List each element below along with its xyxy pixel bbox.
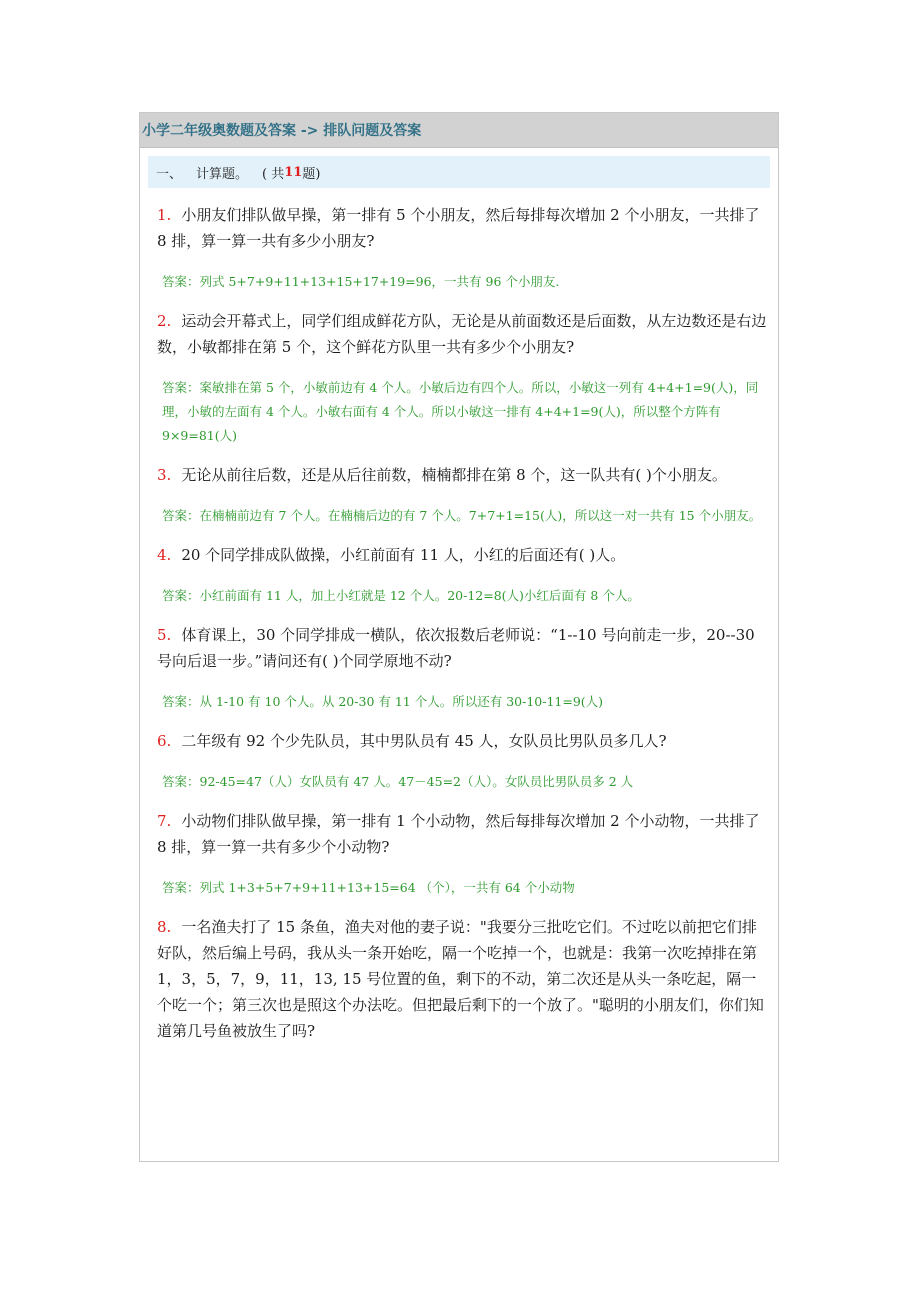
question-item: [157, 308, 768, 360]
question-number: 8.: [157, 918, 172, 936]
question-item: [157, 462, 768, 488]
question-text: 运动会开幕式上，同学们组成鲜花方队，无论是从前面数还是后面数，从左边数还是右边数，小敏都排在第 5 个，这个鲜花方队里一共有多少个小朋友?: [157, 312, 767, 356]
question-text: 一名渔夫打了 15 条鱼，渔夫对他的妻子说："我要分三批吃它们。不过吃以前把它们排好队，然后编上号码，我从头一条开始吃，隔一个吃掉一个，也就是：我第一次吃掉排在第 1，3，5，7，9，11，13, 15 号位置的鱼，剩下的不动，第二次还是从头一条吃起，隔一个吃一个；第三次也是照这个办法吃。但把最后剩下的一个放了。"聪明的小朋友们，你们知道第几号鱼被放生了吗?: [157, 918, 764, 1040]
question-item: [157, 542, 768, 568]
question-number: 7.: [157, 812, 172, 830]
section-count-close: 题): [302, 166, 321, 182]
question-list: [140, 202, 778, 1044]
section-count: 11: [284, 164, 303, 180]
section-name: 计算题。: [196, 166, 249, 182]
question-item: [157, 202, 768, 254]
question-text: 二年级有 92 个少先队员，其中男队员有 45 人，女队员比男队员多几人?: [181, 732, 667, 750]
question-text: 小动物们排队做早操，第一排有 1 个小动物，然后每排每次增加 2 个小动物，一共排了 8 排，算一算一共有多少个小动物?: [157, 812, 760, 856]
question-item: [157, 622, 768, 674]
answer-text: 答案：92-45=47（人）女队员有 47 人。47－45=2（人）。女队员比男队员多 2 人: [162, 774, 634, 789]
question-number: 3.: [157, 466, 172, 484]
question-text: 体育课上，30 个同学排成一横队，依次报数后老师说：“1--10 号向前走一步，20--30 号向后退一步。”请问还有( )个同学原地不动?: [157, 626, 755, 670]
page-title: 小学二年级奥数题及答案 -> 排队问题及答案: [140, 113, 778, 148]
question-text: 无论从前往后数，还是从后往前数，楠楠都排在第 8 个，这一队共有( )个小朋友。: [181, 466, 727, 484]
answer-text: 答案：在楠楠前边有 7 个人。在楠楠后边的有 7 个人。7+7+1=15(人)，所以这一对一共有 15 个小朋友。: [162, 508, 762, 523]
question-number: 1.: [157, 206, 172, 224]
question-number: 6.: [157, 732, 172, 750]
content-panel: [139, 112, 779, 1162]
question-number: 4.: [157, 546, 172, 564]
question-item: [157, 728, 768, 754]
section-prefix: 一、: [156, 166, 183, 182]
question-item: [157, 808, 768, 860]
answer-text: 答案：列式 1+3+5+7+9+11+13+15=64 （个），一共有 64 个小动物: [162, 880, 575, 895]
question-number: 5.: [157, 626, 172, 644]
question-text: 20 个同学排成队做操，小红前面有 11 人，小红的后面还有( )人。: [181, 546, 626, 564]
answer-text: 答案：列式 5+7+9+11+13+15+17+19=96，一共有 96 个小朋友.: [162, 274, 560, 289]
answer-text: 答案：小红前面有 11 人，加上小红就是 12 个人。20-12=8(人)小红后面有 8 个人。: [162, 588, 640, 603]
question-item: [157, 914, 768, 1044]
section-count-open: ( 共: [262, 166, 285, 182]
answer-text: 答案：案敏排在第 5 个，小敏前边有 4 个人。小敏后边有四个人。所以，小敏这一列有 4+4+1=9(人)，同理，小敏的左面有 4 个人。小敏右面有 4 个人。所以小敏这一排有 4+4+1=9(人)，所以整个方阵有 9×9=81(人): [162, 380, 759, 443]
answer-text: 答案：从 1-10 有 10 个人。从 20-30 有 11 个人。所以还有 30-10-11=9(人): [162, 694, 604, 709]
question-text: 小朋友们排队做早操，第一排有 5 个小朋友，然后每排每次增加 2 个小朋友，一共排了 8 排，算一算一共有多少小朋友?: [157, 206, 760, 250]
question-number: 2.: [157, 312, 172, 330]
section-header: [148, 156, 770, 188]
